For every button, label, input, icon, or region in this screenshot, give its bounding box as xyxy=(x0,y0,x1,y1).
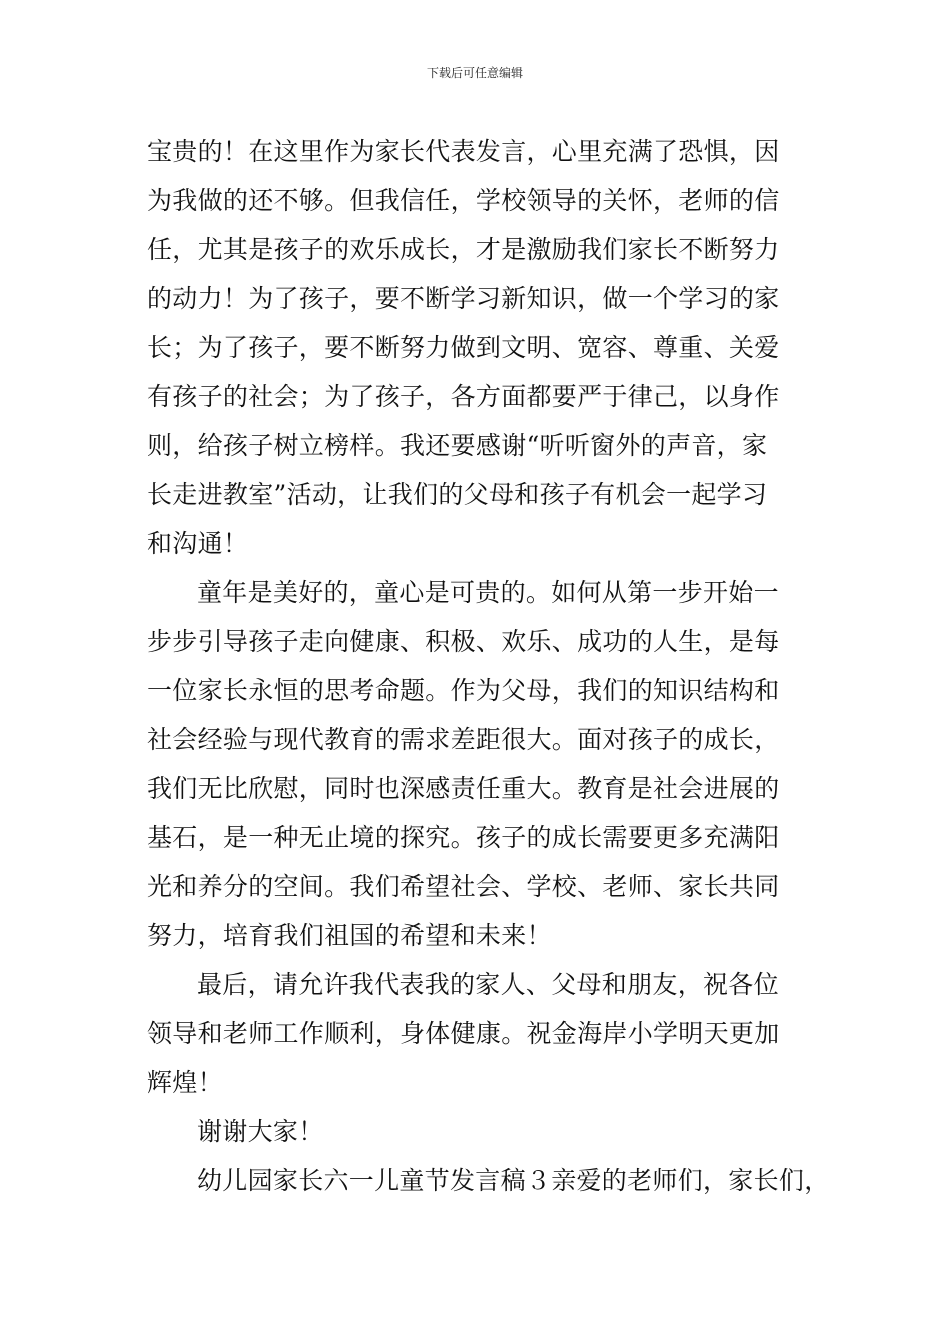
text-line: 任，尤其是孩子的欢乐成长，才是激励我们家长不断努力 xyxy=(147,235,780,264)
text-line: 为我做的还不够。但我信任，学校领导的关怀，老师的信 xyxy=(147,186,780,215)
text-line: 有孩子的社会；为了孩子，各方面都要严于律己，以身作 xyxy=(147,382,780,411)
paragraph-start-line: 最后，请允许我代表我的家人、父母和朋友，祝各位 xyxy=(197,970,779,999)
text-line: 光和养分的空间。我们希望社会、学校、老师、家长共同 xyxy=(147,872,780,901)
text-line: 我们无比欣慰，同时也深感责任重大。教育是社会进展的 xyxy=(147,774,780,803)
text-line: 步步引导孩子走向健康、积极、欢乐、成功的人生，是每 xyxy=(147,627,780,656)
text-line: 长走进教室”活动，让我们的父母和孩子有机会一起学习 xyxy=(147,480,768,509)
paragraph-start-line: 童年是美好的，童心是可贵的。如何从第一步开始一 xyxy=(197,578,779,607)
text-line: 努力，培育我们祖国的希望和未来！ xyxy=(147,921,552,950)
body-text xyxy=(147,127,830,1205)
text-line: 社会经验与现代教育的需求差距很大。面对孩子的成长， xyxy=(147,725,780,754)
text-line: 和沟通！ xyxy=(147,529,249,558)
page-header: 下载后可任意编辑 xyxy=(426,66,523,80)
text-line: 的动力！为了孩子，要不断学习新知识，做一个学习的家 xyxy=(147,284,780,313)
text-line: 一位家长永恒的思考命题。作为父母，我们的知识结构和 xyxy=(147,676,780,705)
text-line: 基石，是一种无止境的探究。孩子的成长需要更多充满阳 xyxy=(147,823,780,852)
text-line: 宝贵的！在这里作为家长代表发言，心里充满了恐惧，因 xyxy=(147,137,780,166)
text-line: 领导和老师工作顺利，身体健康。祝金海岸小学明天更加 xyxy=(147,1019,780,1048)
paragraph-start-line: 幼儿园家长六一儿童节发言稿３亲爱的老师们，家长们， xyxy=(197,1166,830,1195)
text-line: 辉煌！ xyxy=(147,1068,223,1097)
text-line: 长；为了孩子，要不断努力做到文明、宽容、尊重、关爱 xyxy=(147,333,780,362)
text-line: 则，给孩子树立榜样。我还要感谢“听听窗外的声音，家 xyxy=(147,431,768,460)
paragraph-start-line: 谢谢大家！ xyxy=(197,1117,324,1146)
